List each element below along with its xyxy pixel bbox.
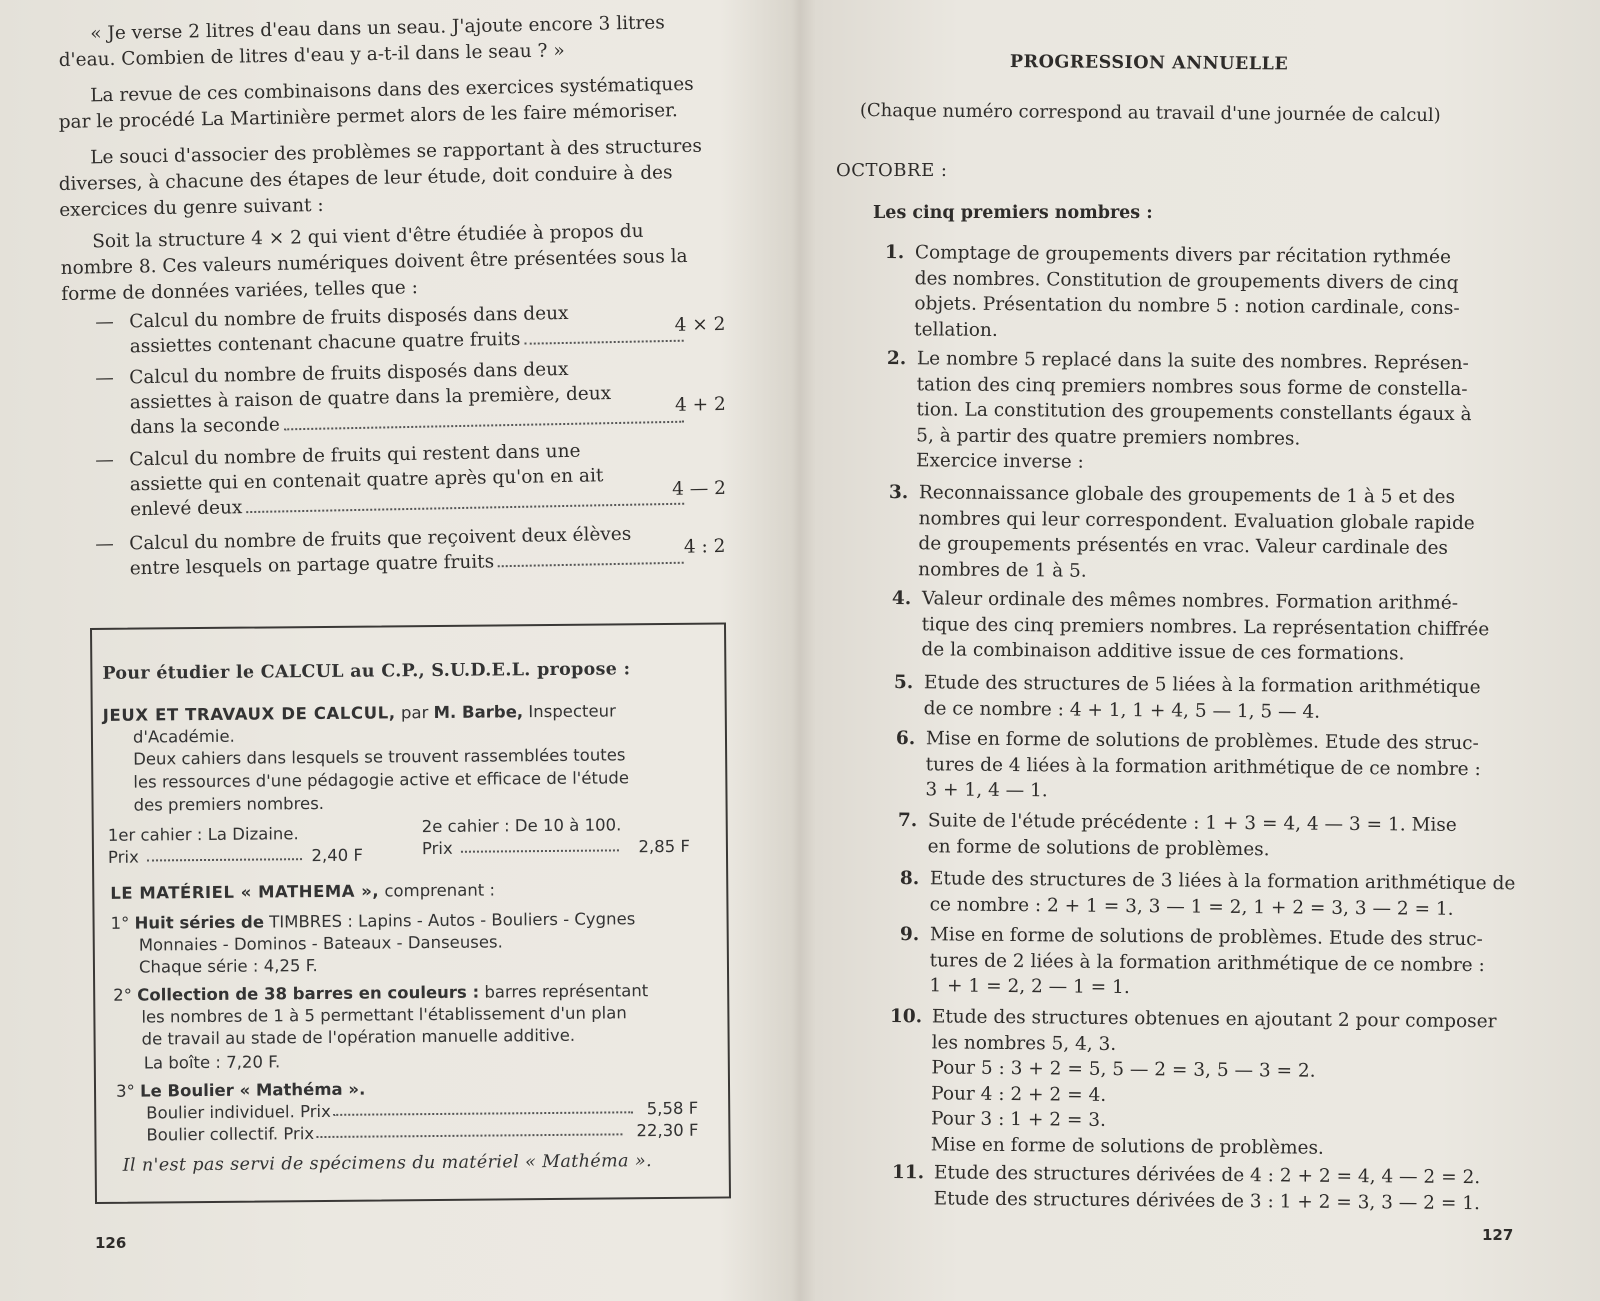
progression-item-11 xyxy=(892,1160,1502,1216)
text-line: Etude des structures de 5 liées à la formation arithmétique xyxy=(923,672,1481,699)
price-label: Prix xyxy=(421,838,453,859)
item-number: 2. xyxy=(886,347,907,370)
paragraph-3 xyxy=(58,133,711,224)
materiel-item-2 xyxy=(113,981,648,1005)
text-line: exercices du genre suivant : xyxy=(59,194,324,221)
expression: 4 : 2 xyxy=(683,535,726,558)
text-line: tation des cinq premiers nombres sous forme de constella- xyxy=(916,373,1468,400)
item-text-line: Monnaies - Dominos - Bateaux - Danseuses. xyxy=(138,932,503,955)
materiel-suffix: comprenant : xyxy=(384,880,496,901)
item-number: 5. xyxy=(893,671,914,694)
text-line: tures de 4 liées à la formation arithmétique de ce nombre : xyxy=(925,753,1481,780)
text-line: Mise en forme de solutions de problèmes. Etude des struc- xyxy=(929,924,1483,951)
text-line: ce nombre : 2 + 1 = 3, 3 — 1 = 2, 1 + 2 = 3, 3 — 2 = 1. xyxy=(929,893,1454,920)
text-line: 1 + 1 = 2, 2 — 1 = 1. xyxy=(929,975,1130,999)
item-number: 11. xyxy=(891,1161,925,1184)
item-number: 7. xyxy=(897,809,918,832)
text-line: Exercice inverse : xyxy=(915,450,1084,473)
item-number: 2° xyxy=(113,985,133,1005)
dash: — xyxy=(95,311,114,333)
text-line: de la combinaison additive issue de ces formations. xyxy=(921,639,1405,665)
dotted-leader xyxy=(498,562,684,568)
text-line: nombres de 1 à 5. xyxy=(918,558,1087,582)
expression: 4 × 2 xyxy=(674,313,726,336)
text-line: forme de données variées, telles que : xyxy=(61,277,419,305)
materiel-title: LE MATÉRIEL « MATHEMA », xyxy=(110,881,380,903)
materiel-line xyxy=(110,880,495,902)
item-number: 6. xyxy=(895,727,916,750)
item-number: 4. xyxy=(891,587,912,610)
text-line: assiettes à raison de quatre dans la première, deux xyxy=(129,383,612,414)
page-number-left: 126 xyxy=(95,1234,127,1252)
text-line: objets. Présentation du nombre 5 : notion cardinale, cons- xyxy=(914,293,1460,320)
page-number-right: 127 xyxy=(1482,1226,1514,1244)
text-line: 5, à partir des quatre premiers nombres. xyxy=(916,424,1301,450)
text-line: nombres qui leur correspondent. Evaluation globale rapide xyxy=(918,507,1475,534)
text-line: Pour 3 : 1 + 2 = 3. xyxy=(930,1108,1107,1131)
text-line: Calcul du nombre de fruits disposés dans deux xyxy=(129,302,569,333)
text-line: Pour 5 : 3 + 2 = 5, 5 — 2 = 3, 5 — 3 = 2. xyxy=(931,1057,1316,1082)
item-text-line: La boîte : 7,20 F. xyxy=(143,1052,281,1073)
problem-item-4 xyxy=(95,520,726,582)
advertisement-box xyxy=(90,622,731,1204)
item-text: TIMBRES : Lapins - Autos - Bouliers - Cygnes xyxy=(269,909,636,932)
price-label: Boulier individuel. Prix xyxy=(146,1101,331,1123)
text-line: Suite de l'étude précédente : 1 + 3 = 4, 4 — 3 = 1. Mise xyxy=(927,810,1457,836)
price-value: 2,40 F xyxy=(311,845,364,866)
text-line: des nombres. Constitution de groupements divers de cinq xyxy=(914,267,1459,294)
price-value: 2,85 F xyxy=(638,836,691,857)
progression-item-5 xyxy=(894,670,1494,726)
dash: — xyxy=(95,367,114,389)
text-line: Soit la structure 4 × 2 qui vient d'être étudiée à propos du xyxy=(92,220,644,253)
paragraph-2 xyxy=(58,71,711,136)
item-number: 10. xyxy=(889,1005,923,1028)
item-number: 1. xyxy=(884,241,905,264)
text-line: assiette qui en contenait quatre après qu'on en ait xyxy=(129,465,604,496)
book-by: par xyxy=(400,703,429,723)
progression-item-4 xyxy=(891,586,1492,668)
text-line: Reconnaissance globale des groupements de 1 à 5 et des xyxy=(918,482,1456,508)
paragraph-4 xyxy=(60,217,713,308)
text-line: Calcul du nombre de fruits qui restent dans une xyxy=(129,440,581,471)
text-line: tures de 2 liées à la formation arithmétique de ce nombre : xyxy=(929,949,1485,976)
text-line: Mise en forme de solutions de problèmes. xyxy=(930,1133,1324,1159)
boulier-individuel-line xyxy=(146,1099,698,1123)
section-heading: Les cinq premiers nombres : xyxy=(873,203,1153,223)
text-line: dans la seconde xyxy=(129,414,281,439)
text-line: Calcul du nombre de fruits disposés dans deux xyxy=(129,358,569,389)
text-line: tique des cinq premiers nombres. La représentation chiffrée xyxy=(921,613,1490,640)
text-line: de ce nombre : 4 + 1, 1 + 4, 5 — 1, 5 — 4. xyxy=(923,697,1321,723)
price-value: 22,30 F xyxy=(636,1120,699,1141)
item-bold: Huit séries de xyxy=(134,912,265,933)
page-subtitle: (Chaque numéro correspond au travail d'une journée de calcul) xyxy=(859,99,1441,127)
price-label: Boulier collectif. Prix xyxy=(146,1124,315,1145)
dotted-leader xyxy=(147,846,302,861)
dotted-leader xyxy=(246,503,684,513)
dotted-leader xyxy=(333,1099,633,1116)
book-author: M. Barbe, xyxy=(433,702,524,723)
materiel-item-1 xyxy=(110,909,635,933)
item-number: 9. xyxy=(899,923,920,946)
text-line: Calcul du nombre de fruits que reçoivent deux élèves xyxy=(129,523,632,555)
item-bold: Collection de 38 barres en couleurs : xyxy=(137,982,480,1005)
cahier-2-price-line xyxy=(422,837,690,858)
expression: 4 — 2 xyxy=(671,477,727,500)
page-title: PROGRESSION ANNUELLE xyxy=(1009,52,1289,75)
text-line: entre lesquels on partage quatre fruits xyxy=(129,551,495,580)
text-line: 3 + 1, 4 — 1. xyxy=(925,779,1048,802)
progression-item-9 xyxy=(899,922,1500,1004)
cahier-2-label: 2e cahier : De 10 à 100. xyxy=(421,815,622,837)
book-role: Inspecteur xyxy=(528,701,616,722)
text-line: Pour 4 : 2 + 2 = 4. xyxy=(931,1082,1107,1106)
book-desc-line: Deux cahiers dans lesquels se trouvent rassemblées toutes xyxy=(133,745,626,769)
item-text-line: Chaque série : 4,25 F. xyxy=(138,956,318,977)
dotted-leader xyxy=(461,837,619,852)
book-desc-line: des premiers nombres. xyxy=(133,793,325,815)
materiel-item-3 xyxy=(116,1080,365,1101)
text-line: diverses, à chacune des étapes de leur étude, doit conduire à des xyxy=(58,162,673,195)
text-line: d'eau. Combien de litres d'eau y a-t-il dans le seau ? » xyxy=(58,40,565,71)
item-text-line: de travail au stade de l'opération manuelle additive. xyxy=(141,1025,576,1049)
text-line: assiettes contenant chacune quatre fruits xyxy=(129,328,521,358)
cahier-1-label: 1er cahier : La Dizaine. xyxy=(107,824,299,845)
text-line: Etude des structures de 3 liées à la formation arithmétique de xyxy=(929,868,1516,895)
book-title: JEUX ET TRAVAUX DE CALCUL, xyxy=(102,703,396,725)
text-line: tellation. xyxy=(914,318,998,341)
expression: 4 + 2 xyxy=(674,393,727,416)
cahier-1-price-line xyxy=(108,846,363,867)
text-line: Etude des structures dérivées de 4 : 2 + 2 = 4, 4 — 2 = 2. xyxy=(933,1162,1481,1189)
progression-item-7 xyxy=(898,808,1498,864)
text-line: Mise en forme de solutions de problèmes. Etude des struc- xyxy=(925,728,1479,755)
boulier-collectif-line xyxy=(146,1121,698,1145)
item-number: 8. xyxy=(899,867,920,890)
text-line: Etude des structures dérivées de 3 : 1 + 2 = 3, 3 — 2 = 1. xyxy=(933,1187,1481,1214)
progression-item-2 xyxy=(886,346,1487,479)
progression-item-6 xyxy=(895,726,1496,808)
month-heading: OCTOBRE : xyxy=(836,160,948,181)
problem-item-1 xyxy=(95,298,726,360)
text-line: en forme de solutions de problèmes. xyxy=(927,835,1270,860)
box-footer: Il n'est pas servi de spécimens du matériel « Mathéma ». xyxy=(122,1151,653,1176)
text-line: La revue de ces combinaisons dans des exercices systématiques xyxy=(90,73,694,107)
paragraph-1 xyxy=(58,9,711,74)
text-line: « Je verse 2 litres d'eau dans un seau. J'ajoute encore 3 litres xyxy=(90,12,665,45)
item-text-line: les nombres de 1 à 5 permettant l'établissement d'un plan xyxy=(141,1003,627,1027)
price-value: 5,58 F xyxy=(646,1098,699,1119)
text-line: Valeur ordinale des mêmes nombres. Formation arithmé- xyxy=(921,588,1459,614)
dash: — xyxy=(95,533,114,555)
dotted-leader xyxy=(284,421,684,431)
progression-item-1 xyxy=(884,240,1485,347)
text-line: Comptage de groupements divers par récitation rythmée xyxy=(914,242,1452,268)
text-line: nombre 8. Ces valeurs numériques doivent être présentées sous la xyxy=(60,245,688,279)
problem-item-2 xyxy=(95,354,726,441)
text-line: les nombres 5, 4, 3. xyxy=(931,1031,1117,1055)
item-number: 3. xyxy=(888,481,909,504)
progression-item-8 xyxy=(899,866,1516,922)
text-line: Le souci d'associer des problèmes se rapportant à des structures xyxy=(90,135,703,169)
right-page xyxy=(810,0,1600,1301)
text-line: par le procédé La Martinière permet alors de les faire mémoriser. xyxy=(58,100,678,133)
text-line: de groupements présentés en vrac. Valeur cardinale des xyxy=(918,533,1449,559)
progression-item-10 xyxy=(889,1004,1500,1162)
book-title-line xyxy=(103,701,616,724)
text-line: Etude des structures obtenues en ajoutant 2 pour composer xyxy=(931,1006,1497,1033)
problem-item-3 xyxy=(95,436,726,523)
book-desc-line: les ressources d'une pédagogie active et efficace de l'étude xyxy=(133,768,630,792)
item-number: 1° xyxy=(110,913,130,933)
dotted-leader xyxy=(524,340,683,345)
dash: — xyxy=(95,449,114,471)
box-heading: Pour étudier le CALCUL au C.P., S.U.D.E.L. propose : xyxy=(102,659,631,684)
item-text: barres représentant xyxy=(484,981,649,1002)
item-number: 3° xyxy=(115,1081,135,1101)
dotted-leader xyxy=(316,1121,622,1138)
progression-item-3 xyxy=(888,480,1489,587)
text-line: Le nombre 5 replacé dans la suite des nombres. Représen- xyxy=(916,348,1469,375)
item-bold: Le Boulier « Mathéma ». xyxy=(139,1079,366,1101)
book-role2: d'Académie. xyxy=(132,726,235,747)
price-label: Prix xyxy=(107,847,139,867)
text-line: tion. La constitution des groupements constellants égaux à xyxy=(916,399,1472,426)
text-line: enlevé deux xyxy=(129,497,243,521)
